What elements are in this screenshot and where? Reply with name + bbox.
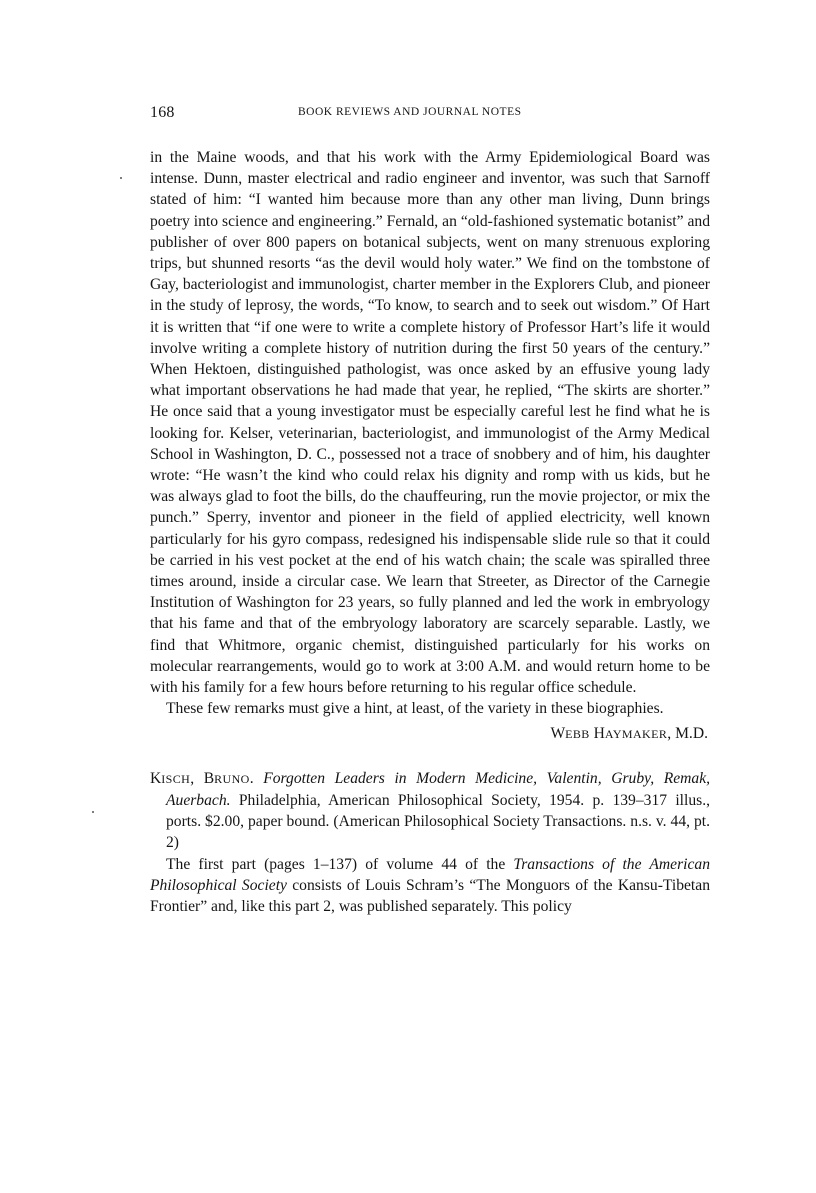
review-paragraph-continued: in the Maine woods, and that his work with the Army Epidemiological Board was intense. Dunn, master electrical and radio engineer and inventor, was such that Sarnoff stated of him: “I wanted him because more than any other man living, Dunn brings poetry into science and engineering.” Fernald, an “old-fashioned systematic botanist” and publisher of over 800 papers on botanical subjects, went on many strenuous exploring trips, but shunned resorts “as the devil would holy water.” We find on the tombstone of Gay, bacteriologist and immunologist, charter member in the Explorers Club, and pioneer in the study of leprosy, the words, “To know, to search and to seek out wisdom.” Of Hart it is written that “if one were to write a complete history of Professor Hart’s life it would involve writing a complete history of nutrition during the first 50 years of the century.” When Hektoen, distinguished pathologist, was once asked by an effusive young lady what important observations he had made that year, he replied, “The skirts are shorter.” He once said that a young investigator must be especially careful lest he find what he is looking for. Kelser, veterinarian, bacteriologist, and immunologist of the Army Medical School in Washington, D. C., possessed not a trace of snobbery and of him, his daughter wrote: “He wasn’t the kind who could relax his dignity and romp with us kids, but he was always glad to foot the bills, do the chauffeuring, run the movie projector, or mix the punch.” Sperry, inventor and pioneer in the field of applied electricity, well known particularly for his gyro compass, redesigned his indispensable slide rule so that it could be carried in his vest pocket at the end of his watch chain; the scale was spiralled three times around, inside a circular case. We learn that Streeter, as Director of the Carnegie Institution of Washington for 23 years, so fully planned and led the work in embryology that his fame and that of the embryology laboratory are scarcely separable. Lastly, we find that Whitmore, organic chemist, distinguished particularly for his works on molecular rearrangements, would go to work at 3:00 A.M. and would return home to be with his family for a few hours before returning to his regular office schedule. xyxy=(150,149,710,697)
review-paragraph-closing: These few remarks must give a hint, at least, of the variety in these biographies. xyxy=(166,700,664,718)
scan-speck xyxy=(92,811,94,813)
citation-details: Philadelphia, American Philosophical Society, 1954. p. 139–317 illus., ports. $2.00, paper bound. (American Philosophical Society Transactions. n.s. v. 44, pt. 2) xyxy=(166,791,710,852)
running-head: BOOK REVIEWS AND JOURNAL NOTES xyxy=(298,106,522,118)
scan-speck xyxy=(120,177,122,179)
page-header xyxy=(150,104,710,126)
book-citation: KISCH, BRUNO. Forgotten Leaders in Modern Medicine, Valentin, Gruby, Remak, Auerbach. Philadelphia, American Philosophical Society, 1954. p. 139–317 illus., ports. $2.00, paper bound. (American Philosophical Society Transactions. n.s. v. 44, pt. 2) xyxy=(150,769,711,852)
book-title: Forgotten Leaders in Modern Medicine, Valentin, Gruby, Remak, Auerbach. xyxy=(166,769,711,809)
page-number: 168 xyxy=(150,104,175,121)
next-review-paragraph: The first part (pages 1–137) of volume 44 of the Transactions of the American Philosophical Society consists of Louis Schram’s “The Monguors of the Kansu-Tibetan Frontier” and, like this part 2, was published separately. This policy xyxy=(150,855,710,915)
reviewer-signature: WEBB HAYMAKER, M.D. xyxy=(550,725,708,743)
journal-title: Transactions of the American Philosophical Society xyxy=(150,855,710,894)
section-gap xyxy=(150,746,710,768)
body-text xyxy=(150,147,710,917)
